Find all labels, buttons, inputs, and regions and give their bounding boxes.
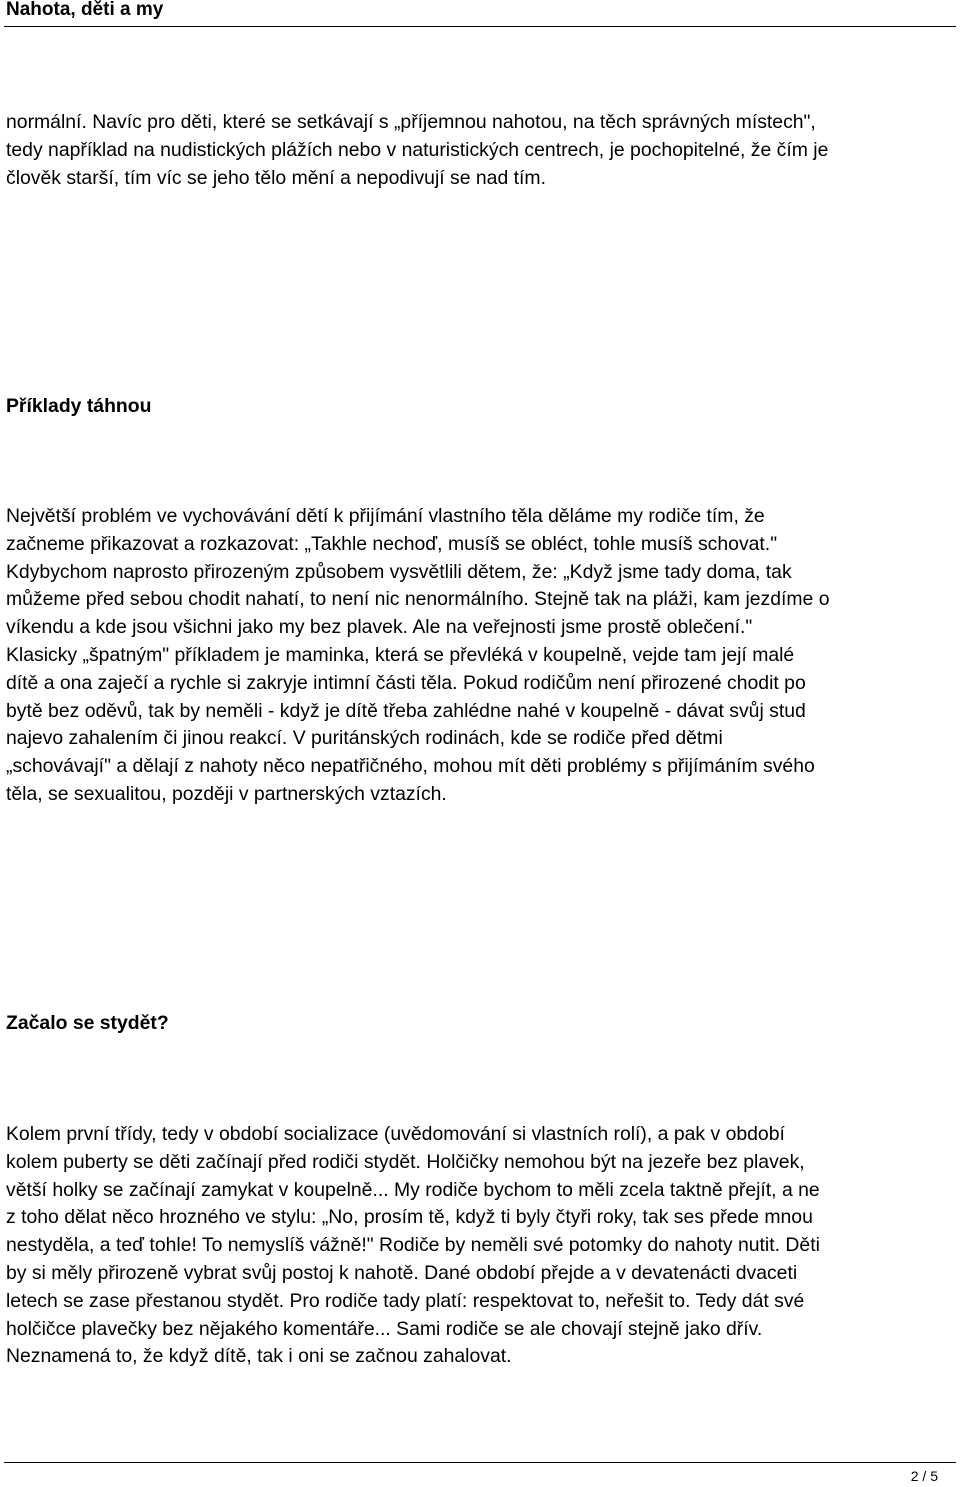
page-footer	[4, 1462, 956, 1484]
section-heading-shame: Začalo se stydět?	[6, 1012, 169, 1034]
page-header	[4, 0, 956, 27]
paragraph-line: člověk starší, tím víc se jeho tělo mění a nepodivují se nad tím.	[6, 166, 546, 189]
paragraph-line: začneme přikazovat a rozkazovat: „Takhle nechoď, musíš se obléct, tohle musíš schovat."	[6, 532, 778, 555]
paragraph-line: najevo zahalením či jinou reakcí. V puritánských rodinách, kde se rodiče před dětmi	[6, 727, 723, 750]
paragraph-line: letech se zase přestanou stydět. Pro rodiče tady platí: respektovat to, neřešit to. Tedy dát své	[6, 1289, 805, 1312]
paragraph-line: nestyděla, a teď tohle! To nemyslíš vážně!" Rodiče by neměli své potomky do nahoty nutit. Děti	[6, 1234, 820, 1257]
paragraph-line: Kolem první třídy, tedy v období socializace (uvědomování si vlastních rolí), a pak v období	[6, 1123, 785, 1145]
paragraph-line: normální. Navíc pro děti, které se setkávají s „příjemnou nahotou, na těch správných místech",	[6, 111, 816, 133]
document-title: Nahota, děti a my	[6, 0, 164, 20]
page-number: 2 / 5	[910, 1468, 938, 1484]
paragraph-line: tedy například na nudistických plážích nebo v naturistických centrech, je pochopitelné, že čím je	[6, 138, 829, 161]
paragraph-line: holčičce plavečky bez nějakého komentáře... Sami rodiče se ale chovají stejně jako dřív.	[6, 1317, 763, 1340]
paragraph-shame	[6, 1121, 956, 1371]
paragraph-line: kolem puberty se děti začínají před rodiči stydět. Holčičky nemohou být na jezeře bez plavek,	[6, 1150, 805, 1173]
paragraph-line: víkendu a kde jsou všichni jako my bez plavek. Ale na veřejnosti jsme prostě oblečení."	[6, 616, 753, 639]
section-heading-examples: Příklady táhnou	[6, 395, 152, 417]
paragraph-line: těla, se sexualitou, později v partnerských vztazích.	[6, 782, 447, 805]
paragraph-line: Klasicky „špatným" příkladem je maminka, která se převléká v koupelně, vejde tam její malé	[6, 643, 795, 666]
paragraph-line: Největší problém ve vychovávání dětí k přijímání vlastního těla děláme my rodiče tím, že	[6, 505, 765, 527]
paragraph-line: Kdybychom naprosto přirozeným způsobem vysvětlili dětem, že: „Když jsme tady doma, tak	[6, 560, 792, 583]
paragraph-line: větší holky se začínají zamykat v koupelně... My rodiče bychom to měli zcela taktně přejít, a ne	[6, 1178, 820, 1201]
paragraph-line: bytě bez oděvů, tak by neměli - když je dítě třeba zahlédne nahé v koupelně - dávat svůj stud	[6, 699, 806, 722]
paragraph-line: z toho dělat něco hrozného ve stylu: „No, prosím tě, když ti byly čtyři roky, tak ses přede mnou	[6, 1206, 813, 1229]
paragraph-line: můžeme před sebou chodit nahatí, to není nic nenormálního. Stejně tak na pláži, kam jezdíme o	[6, 588, 830, 611]
paragraph-intro	[6, 109, 956, 192]
paragraph-line: Neznamená to, že když dítě, tak i oni se začnou zahalovat.	[6, 1345, 512, 1368]
paragraph-line: dítě a ona zaječí a rychle si zakryje intimní části těla. Pokud rodičům není přirozené chodit po	[6, 671, 806, 694]
paragraph-examples	[6, 503, 956, 809]
paragraph-line: by si měly přirozeně vybrat svůj postoj k nahotě. Dané období přejde a v devatenácti dvaceti	[6, 1261, 798, 1284]
paragraph-line: „schovávají" a dělají z nahoty něco nepatřičného, mohou mít děti problémy s přijímáním svého	[6, 755, 815, 778]
